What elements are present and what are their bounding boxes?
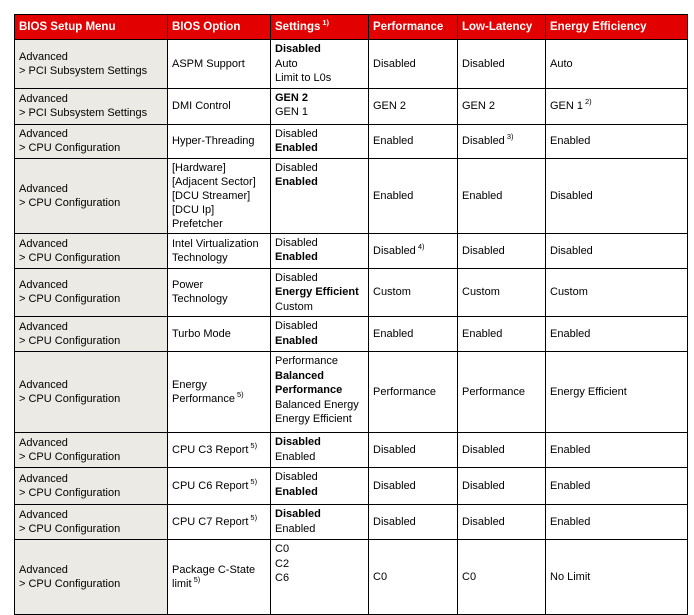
column-header-performance bbox=[369, 15, 458, 40]
low-latency-cell: Disabled bbox=[458, 233, 546, 268]
table-row bbox=[15, 158, 688, 233]
settings-cell: Disabled Auto Limit to L0s bbox=[271, 40, 369, 89]
header-label: Low-Latency bbox=[462, 21, 533, 33]
bios-setup-menu-cell: Advanced > CPU Configuration bbox=[15, 433, 168, 468]
settings-cell: Disabled Enabled bbox=[271, 505, 369, 540]
footnote-marker: 5) bbox=[250, 477, 258, 487]
energy-efficiency-cell: Enabled bbox=[546, 505, 688, 540]
performance-cell: Performance bbox=[369, 352, 458, 433]
performance-cell: Enabled bbox=[369, 124, 458, 158]
footnote-marker: 1) bbox=[322, 18, 330, 28]
settings-cell: Disabled Enabled bbox=[271, 233, 369, 268]
bios-option-cell: Package C-State limit $^{5)}$ bbox=[168, 540, 271, 615]
column-header-bios-setup-menu bbox=[15, 15, 168, 40]
footnote-marker: 5) bbox=[250, 441, 258, 451]
bios-setup-menu-cell: Advanced > CPU Configuration bbox=[15, 233, 168, 268]
performance-cell: Disabled $^{4)}$ bbox=[369, 233, 458, 268]
performance-cell: Disabled bbox=[369, 468, 458, 505]
header-label: Settings bbox=[275, 21, 321, 33]
bios-option-cell: Power Technology bbox=[168, 268, 271, 317]
low-latency-cell: Disabled bbox=[458, 505, 546, 540]
settings-cell: Performance Balanced Performance Balanced Energy Energy Efficient bbox=[271, 352, 369, 433]
performance-cell: Disabled bbox=[369, 433, 458, 468]
bios-settings-table bbox=[14, 14, 688, 615]
settings-cell: Disabled Energy Efficient Custom bbox=[271, 268, 369, 317]
energy-efficiency-cell: GEN 1 $^{2)}$ bbox=[546, 88, 688, 124]
table-row bbox=[15, 433, 688, 468]
bios-option-cell: ASPM Support bbox=[168, 40, 271, 89]
bios-setup-menu-cell: Advanced > CPU Configuration bbox=[15, 352, 168, 433]
low-latency-cell: Disabled $^{3)}$ bbox=[458, 124, 546, 158]
table-body bbox=[15, 40, 688, 615]
energy-efficiency-cell: Disabled bbox=[546, 158, 688, 233]
settings-cell: GEN 2 GEN 1 bbox=[271, 88, 369, 124]
column-header-bios-option bbox=[168, 15, 271, 40]
energy-efficiency-cell: Energy Efficient bbox=[546, 352, 688, 433]
bios-setup-menu-cell: Advanced > CPU Configuration bbox=[15, 468, 168, 505]
bios-setup-menu-cell: Advanced > CPU Configuration bbox=[15, 540, 168, 615]
settings-cell: Disabled Enabled bbox=[271, 317, 369, 352]
performance-cell: Disabled bbox=[369, 40, 458, 89]
bios-option-cell: Hyper-Threading bbox=[168, 124, 271, 158]
header-label: BIOS Option bbox=[172, 21, 241, 33]
bios-setup-menu-cell: Advanced > PCI Subsystem Settings bbox=[15, 88, 168, 124]
bios-setup-menu-cell: Advanced > CPU Configuration bbox=[15, 124, 168, 158]
bios-option-cell: Energy Performance $^{5)}$ bbox=[168, 352, 271, 433]
column-header-energy-efficiency bbox=[546, 15, 688, 40]
low-latency-cell: Custom bbox=[458, 268, 546, 317]
footnote-marker: 5) bbox=[193, 575, 201, 585]
energy-efficiency-cell: No Limit bbox=[546, 540, 688, 615]
energy-efficiency-cell: Enabled bbox=[546, 433, 688, 468]
footnote-marker: 3) bbox=[506, 132, 514, 142]
header-label: Energy Efficiency bbox=[550, 21, 647, 33]
bios-option-cell: DMI Control bbox=[168, 88, 271, 124]
low-latency-cell: Disabled bbox=[458, 468, 546, 505]
performance-cell: C0 bbox=[369, 540, 458, 615]
low-latency-cell: Enabled bbox=[458, 158, 546, 233]
settings-cell: Disabled Enabled bbox=[271, 433, 369, 468]
header-label: BIOS Setup Menu bbox=[19, 21, 116, 33]
performance-cell: Enabled bbox=[369, 158, 458, 233]
table-row bbox=[15, 352, 688, 433]
table-header bbox=[15, 15, 688, 40]
footnote-marker: 5) bbox=[236, 390, 244, 400]
settings-cell: C0 C2 C6 bbox=[271, 540, 369, 615]
energy-efficiency-cell: Disabled bbox=[546, 233, 688, 268]
performance-cell: Custom bbox=[369, 268, 458, 317]
energy-efficiency-cell: Enabled bbox=[546, 317, 688, 352]
table-row bbox=[15, 40, 688, 89]
bios-option-cell: CPU C6 Report $^{5)}$ bbox=[168, 468, 271, 505]
table-row bbox=[15, 468, 688, 505]
bios-setup-menu-cell: Advanced > CPU Configuration bbox=[15, 158, 168, 233]
table-row bbox=[15, 505, 688, 540]
table-row bbox=[15, 88, 688, 124]
low-latency-cell: Performance bbox=[458, 352, 546, 433]
bios-setup-menu-cell: Advanced > CPU Configuration bbox=[15, 505, 168, 540]
low-latency-cell: C0 bbox=[458, 540, 546, 615]
low-latency-cell: Disabled bbox=[458, 40, 546, 89]
column-header-settings bbox=[271, 15, 369, 40]
bios-setup-menu-cell: Advanced > CPU Configuration bbox=[15, 268, 168, 317]
table-row bbox=[15, 268, 688, 317]
bios-option-cell: CPU C7 Report $^{5)}$ bbox=[168, 505, 271, 540]
header-label: Performance bbox=[373, 21, 444, 33]
performance-cell: Enabled bbox=[369, 317, 458, 352]
low-latency-cell: GEN 2 bbox=[458, 88, 546, 124]
table-row bbox=[15, 317, 688, 352]
footnote-marker: 5) bbox=[250, 513, 258, 523]
bios-option-cell: CPU C3 Report $^{5)}$ bbox=[168, 433, 271, 468]
footnote-marker: 4) bbox=[417, 241, 425, 251]
settings-cell: Disabled Enabled bbox=[271, 124, 369, 158]
bios-option-cell: Turbo Mode bbox=[168, 317, 271, 352]
bios-setup-menu-cell: Advanced > PCI Subsystem Settings bbox=[15, 40, 168, 89]
header-row bbox=[15, 15, 688, 40]
energy-efficiency-cell: Enabled bbox=[546, 468, 688, 505]
settings-cell: Disabled Enabled bbox=[271, 468, 369, 505]
performance-cell: GEN 2 bbox=[369, 88, 458, 124]
bios-option-cell: [Hardware] [Adjacent Sector] [DCU Streamer] [DCU Ip] Prefetcher bbox=[168, 158, 271, 233]
bios-setup-menu-cell: Advanced > CPU Configuration bbox=[15, 317, 168, 352]
low-latency-cell: Disabled bbox=[458, 433, 546, 468]
performance-cell: Disabled bbox=[369, 505, 458, 540]
table-row bbox=[15, 124, 688, 158]
table-row bbox=[15, 233, 688, 268]
bios-option-cell: Intel Virtualization Technology bbox=[168, 233, 271, 268]
energy-efficiency-cell: Enabled bbox=[546, 124, 688, 158]
energy-efficiency-cell: Auto bbox=[546, 40, 688, 89]
table-row bbox=[15, 540, 688, 615]
column-header-low-latency bbox=[458, 15, 546, 40]
settings-cell: Disabled Enabled bbox=[271, 158, 369, 233]
low-latency-cell: Enabled bbox=[458, 317, 546, 352]
footnote-marker: 2) bbox=[585, 97, 592, 107]
energy-efficiency-cell: Custom bbox=[546, 268, 688, 317]
